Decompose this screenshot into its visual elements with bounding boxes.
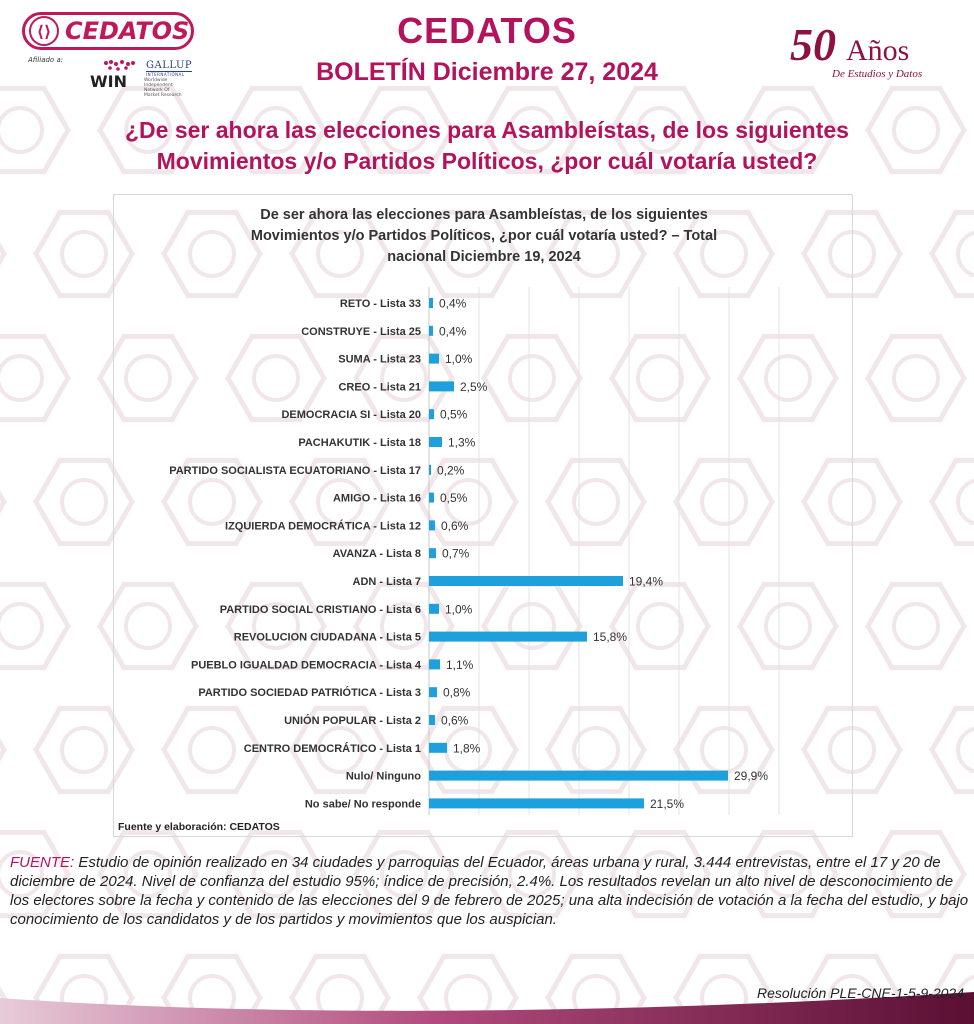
- category-label: REVOLUCION CIUDADANA - Lista 5: [233, 631, 421, 644]
- data-label: 0,6%: [441, 713, 469, 728]
- data-label: 1,1%: [446, 657, 474, 672]
- methodology-note-label: FUENTE:: [10, 854, 75, 871]
- data-label: 21,5%: [650, 796, 685, 811]
- chart-title-line-2: Movimientos y/o Partidos Políticos, ¿por cuál votaría usted? – Total: [250, 228, 718, 244]
- bar: [429, 687, 437, 697]
- bar: [429, 298, 433, 308]
- bulletin-date: BOLETÍN Diciembre 27, 2024: [316, 58, 658, 86]
- data-label: 1,8%: [453, 741, 481, 756]
- survey-question-line-2: Movimientos y/o Partidos Políticos, ¿por cuál votaría usted?: [156, 148, 818, 174]
- data-label: 0,7%: [442, 546, 470, 561]
- data-label: 2,5%: [460, 379, 488, 394]
- category-label: CENTRO DEMOCRÁTICO - Lista 1: [243, 742, 421, 755]
- chart-title-line-3: nacional Diciembre 19, 2024: [387, 249, 581, 265]
- resolution-text: Resolución PLE-CNE-1-5-9-2024: [757, 985, 964, 1001]
- cedatos-emblem-icon: ⟨⟩: [29, 16, 59, 46]
- data-label: 19,4%: [629, 574, 664, 589]
- category-label: PARTIDO SOCIAL CRISTIANO - Lista 6: [219, 603, 421, 616]
- bar: [429, 798, 644, 808]
- category-label: PUEBLO IGUALDAD DEMOCRACIA - Lista 4: [191, 659, 421, 672]
- category-label: PACHAKUTIK - Lista 18: [298, 437, 421, 449]
- data-label: 1,3%: [448, 435, 476, 450]
- bar: [429, 604, 439, 614]
- bar: [429, 326, 433, 336]
- category-label: IZQUIERDA DEMOCRÁTICA - Lista 12: [225, 520, 421, 533]
- category-label: CREO - Lista 21: [338, 381, 421, 394]
- data-label: 1,0%: [445, 352, 473, 367]
- methodology-note-text: Estudio de opinión realizado en 34 ciudades y parroquias del Ecuador, áreas urbana y rural, 3.444 entrevistas, entre el 17 y 20 de diciembre de 2024. Nivel de confianza del estudio 95%; índice de precisión, 2.4%. Los resultados revelan un alto nivel de desconocimiento de los electores sobre la fecha y contenido de las elecciones del 9 de febrero de 2025; una alta indecisión de votación a la fecha del estudio, y bajo conocimiento de los candidatos y de los partidos y movimientos que los auspician.: [10, 854, 969, 928]
- bar: [429, 437, 442, 447]
- bar: [429, 409, 434, 419]
- win-logo-text: WIN: [90, 72, 127, 91]
- data-label: 0,8%: [443, 685, 471, 700]
- bar-chart: [114, 195, 854, 838]
- data-label: 0,4%: [439, 296, 467, 311]
- bar: [429, 520, 435, 530]
- category-label: CONSTRUYE - Lista 25: [301, 325, 421, 338]
- bar: [429, 771, 728, 781]
- gallup-subtitle: INTERNATIONAL: [146, 72, 185, 77]
- anniversary-subtitle: De Estudios y Datos: [832, 68, 923, 80]
- bar: [429, 715, 435, 725]
- bar: [429, 354, 439, 364]
- gallup-logo-text: GALLUP: [146, 60, 193, 71]
- survey-question-line-1: ¿De ser ahora las elecciones para Asambleístas, de los siguientes: [125, 117, 849, 143]
- bar: [429, 493, 434, 503]
- category-label: UNIÓN POPULAR - Lista 2: [284, 715, 421, 727]
- bar: [429, 465, 431, 475]
- data-label: 0,2%: [437, 463, 465, 478]
- bar: [429, 576, 623, 586]
- cedatos-logo-text: CEDATOS: [65, 17, 190, 45]
- category-label: DEMOCRACIA SI - Lista 20: [281, 409, 421, 422]
- anniversary-badge: [790, 18, 950, 88]
- methodology-note: [10, 853, 970, 929]
- survey-question: [0, 115, 974, 177]
- page-title: CEDATOS: [397, 10, 577, 51]
- category-label: AMIGO - Lista 16: [332, 492, 421, 505]
- category-label: Nulo/ Ninguno: [345, 770, 421, 783]
- chart-title-line-1: De ser ahora las elecciones para Asambleístas, de los siguientes: [260, 207, 708, 223]
- category-label: ADN - Lista 7: [352, 576, 421, 588]
- data-label: 0,6%: [441, 518, 469, 533]
- bar: [429, 381, 454, 391]
- anniversary-word: Años: [846, 34, 910, 67]
- category-label: SUMA - Lista 23: [338, 353, 421, 366]
- category-label: PARTIDO SOCIALISTA ECUATORIANO - Lista 17: [169, 464, 421, 477]
- bar: [429, 743, 447, 753]
- chart-panel: [113, 194, 853, 837]
- data-label: 0,5%: [440, 407, 468, 422]
- data-label: 15,8%: [593, 630, 628, 645]
- data-label: 29,9%: [734, 769, 769, 784]
- bar: [429, 548, 436, 558]
- category-label: AVANZA - Lista 8: [332, 548, 421, 561]
- category-label: No sabe/ No responde: [304, 798, 421, 811]
- win-subtitle: Worldwide Independent Network Of Market Research: [144, 78, 182, 98]
- data-label: 1,0%: [445, 602, 473, 617]
- bar: [429, 659, 440, 669]
- data-label: 0,5%: [440, 491, 468, 506]
- category-label: RETO - Lista 33: [339, 298, 421, 310]
- category-label: PARTIDO SOCIEDAD PATRIÓTICA - Lista 3: [198, 687, 421, 700]
- chart-source: Fuente y elaboración: CEDATOS: [118, 821, 280, 833]
- anniversary-number: 50: [790, 19, 836, 70]
- bar: [429, 632, 587, 642]
- data-label: 0,4%: [439, 324, 467, 339]
- affiliation-label: Afiliado a:: [28, 56, 64, 64]
